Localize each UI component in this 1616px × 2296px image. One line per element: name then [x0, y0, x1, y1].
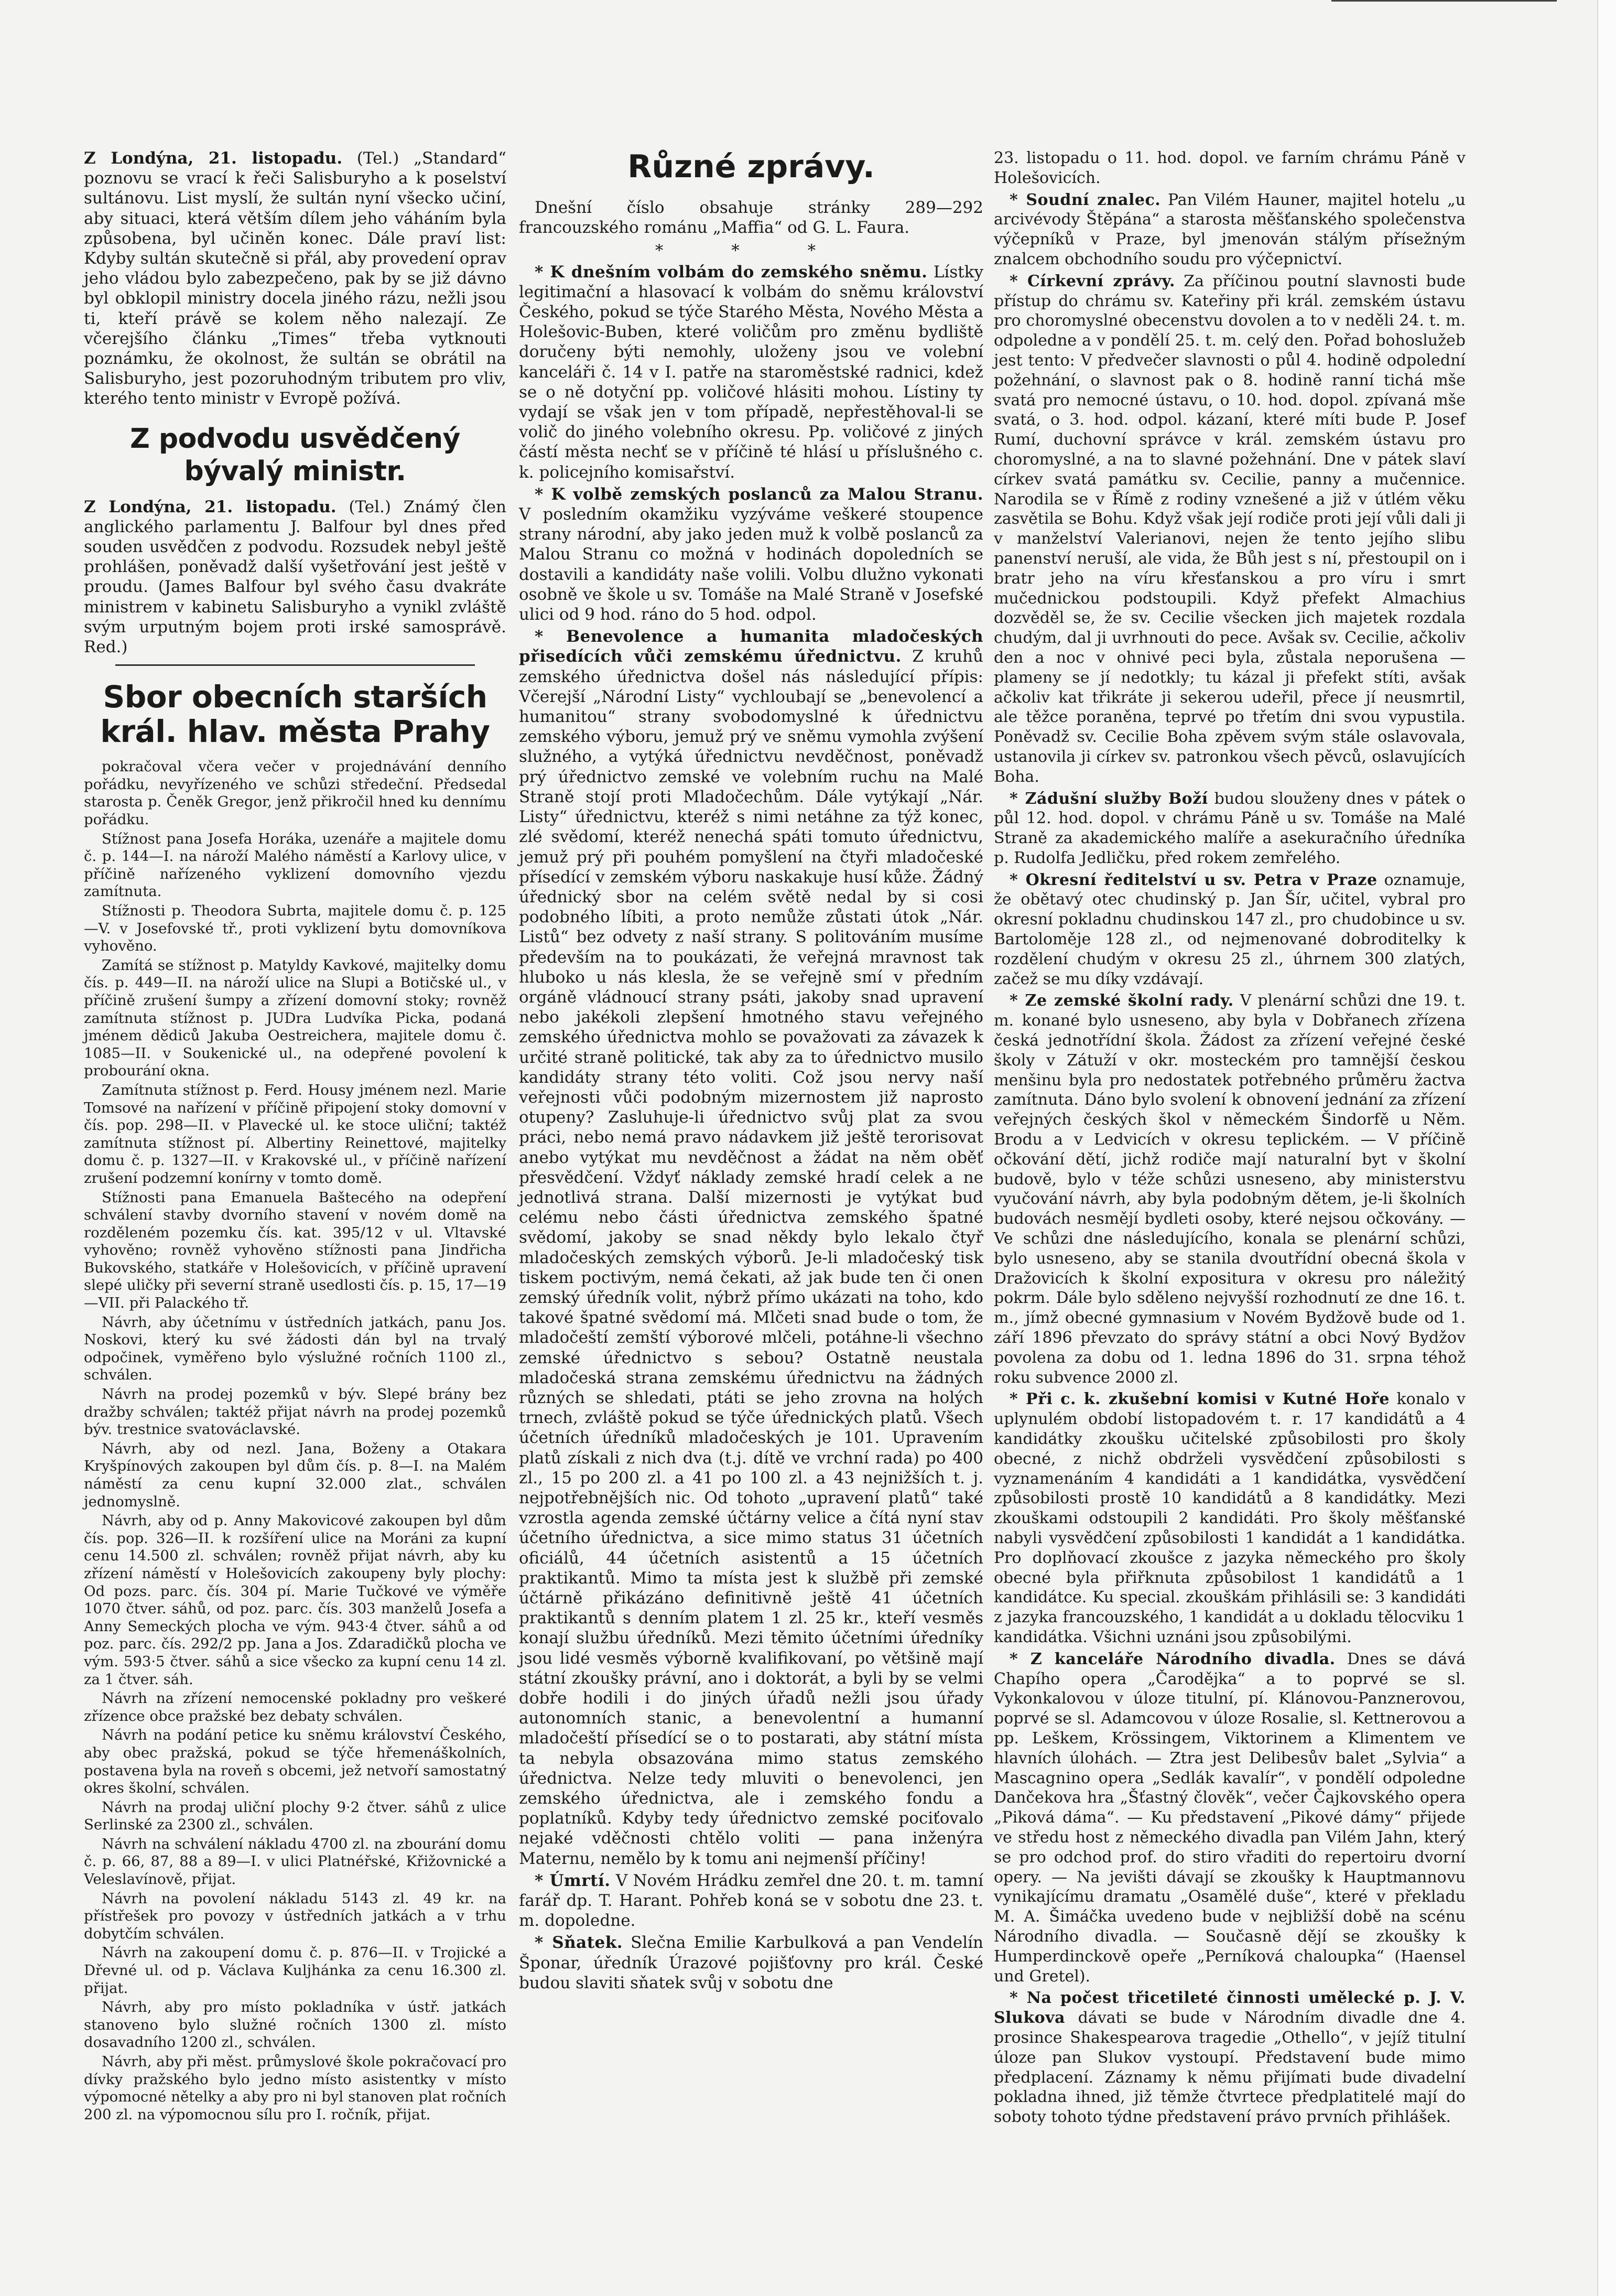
council-item: Zamítnuta stížnost p. Ferd. Housy jménem nezl. Marie Tomsové na nařízení v příčině připojení stoky domovní v čís. pop. 298—II. v Plavecké ul. ke stoce uliční; taktéž zamítnuta stížnost pí. Albertiny Reinettové, majitelky domu č. p. 1327—II. v Krakovské ul., v příčině nařízení zrušení podzemní konírny v tomto domě. — [84, 1081, 506, 1187]
news-item-text: dávati se bude v Národním divadle dne 4. prosince Shakespearova tragedie „Othello“, v jejíž titulní úloze pan Slukov vystoupí. Představení bude mimo předplacení. Záznamy k němu přijímati bude divadelní pokladna ihned, již těmže čtvrtece předplatitelé mají do soboty tohoto týdne představení právo prvních přihlášek. — [994, 2009, 1466, 2127]
news-item — [519, 262, 983, 482]
council-item: Stížnosti p. Theodora Subrta, majitele domu č. p. 125—V. v Josefovské tř., proti vyklizení bytu domovníkova vyhověno. — [84, 902, 506, 955]
divider — [115, 664, 475, 666]
news-item-text: konalo v uplynulém období listopadovém t. r. 17 kandidátů a 4 kandidátky zkoušku učitelské způsobilosti pro školy obecné, z nichž obdrželi vysvědčení způsobilosti s vyznamenáním 4 kandidáti a 1 kandidátka, vysvědčení způsobilosti prostě 10 kandidátů a 8 kandidátky. Mezi zkouškami odstoupili 2 kandidáti. Pro školy měšťanské nabyli vysvědčení způsobilosti 1 kandidát a 1 kandidátka. Pro doplňovací zkoušce z jazyka německého pro školy obecné byla přiřknuta způsobilost 1 kandidátů a 1 kandidátce. Ku special. zkouškám přihlásili se: 3 kandidáti z jazyka francouzského, 1 kandidát a u dokladu tělocviku 1 kandidátka. Všichni uznáni jsou způsobilými. — [994, 1390, 1466, 1646]
section-title: Různé zprávy. — [627, 148, 875, 185]
news-item — [519, 1871, 983, 1931]
article-text: (Tel.) Známý člen anglického parlamentu J. Balfour byl dnes před souden usvědčen z podvodu. Rozsudek nebyl ještě prohlášen, poněvadž další vyšetřování jest ještě v proudu. (James Balfour byl svého času dvakráte ministrem v kabinetu Salisburyho a vynikl zvláště svým urputným bojem proti irské samosprávě. Red.) — [84, 497, 507, 657]
news-item-title: * K volbě zemských poslanců za Malou Stranu. — [535, 484, 983, 504]
news-item-text: V posledním okamžiku vyzýváme veškeré stoupence strany národní, aby jako jeden muž k volbě poslanců za Malou Stranu co možná v hodinách dopoledních se dostavili a kandidáty naše volili. Volbu dlužno vykonati osobně ve škole u sv. Tomáše na Malé Straně v Josefské ulici od 9 hod. ráno do 5 hod. odpol. — [519, 505, 983, 624]
news-item-title: * Z kanceláře Národního divadla. — [1010, 1650, 1336, 1668]
news-item-text: Za příčinou poutní slavnosti bude přístup do chrámu sv. Kateřiny při král. zemském ústavu pro choromyslné obecenstvu dovolen a to v neděli 24. t. m. odpoledne a v pondělí 25. t. m. celý den. Pořad bohoslužeb jest tento: V předvečer slavnosti o půl 4. hodině odpolední požehnání, o slavnost pak o 8. hodině ranní tichá mše svatá pro nemocné ústavu, o 10. hod. dopol. zpívaná mše svatá, o 3. hod. odpol. kázaní, které míti bude P. Josef Rumí, duchovní správce v král. zemském ústavu pro choromyslné, a na to slavné požehnání. Dne v pátek slaví církev svatá památku sv. Cecilie, panny a mučennice. Narodila se v Římě z rodiny vznešené a již v útlém věku zasvětila se Bohu. Když však její rodiče proti její vůli dali ji v manželství Valerianovi, nejen že tento jejího slibu panenství neruší, ale vida, že Bůh jest s ní, přestoupil on i bratr jeho na víru křesťanskou a pro víru i smrt mučednickou podstoupili. Když přefekt Almachius dozvěděl se, že sv. Cecilie všecken jich majetek rozdala chudým, dal ji uvrhnouti do pece. Avšak sv. Cecilie, ačkoliv den a noc v ohnivé peci byla, zůstala neporušena — plameny se jí nedotkly; tu kázal ji přefekt stíti, avšak ačkoliv kat třikráte ji sekerou udeřil, přece jí neusmrtil, ale těžce poraněna, teprvé po třetím dni svou vypustila. Poněvadž sv. Cecilie Boha zpěvem svým stále oslavovala, ustanovila ji církev sv. patronkou všech pěvců, oslavujících Boha. — [994, 272, 1466, 786]
column-middle — [519, 148, 983, 1995]
news-item-title: * Na počest třicetileté činnosti umělecké p. J. V. Slukova — [994, 1989, 1466, 2028]
news-item — [994, 1389, 1466, 1647]
news-item-title: * Církevní zprávy. — [1010, 272, 1175, 290]
intro-note: Dnešní číslo obsahuje stránky 289—292 francouzského románu „Maffia“ od G. L. Faura. — [519, 198, 983, 238]
separator-stars: * * * — [655, 241, 848, 261]
news-item-title: * Zádušní služby Boží — [1010, 789, 1208, 808]
news-item — [994, 789, 1466, 868]
dateline: Z Londýna, 21. listopadu. — [84, 497, 337, 516]
page-edge — [1597, 0, 1616, 2296]
council-item: Návrh na podání petice ku sněmu království Českého, aby obec pražská, pokud se týče hřemenáškolních, postavena byla na roveň s obcemi, jež netvoří samostatný okres školní, schválen. — [84, 1727, 506, 1797]
news-items — [519, 262, 983, 1993]
news-item-title: * Okresní ředitelství u sv. Petra v Praze — [1010, 870, 1378, 889]
news-item-text: Pan Vilém Hauner, majitel hotelu „u arcivévody Štěpána“ a starosta měšťanského společenstva výčepníků v Praze, byl jmenován stálým přísežným znalcem obchodního soudu pro výčepnictví. — [994, 190, 1466, 268]
article-text: (Tel.) „Standard“ poznovu se vrací k řeči Salisburyho a k poselství sultánovu. List myslí, že sultán nyní všecko učiní, aby situaci, která větším dílem jeho váháním byla způsobena, byl učiněn konec. Dále praví list: Kdyby sultán skutečně si přál, aby provedení oprav jeho vládou bylo zabezpečeno, pak by se již dávno byl obklopil ministry docela jiného rázu, nežli jsou ti, kteří právě se kolem něho nalezají. Ze včerejšího článku „Times“ třeba vytknouti poznámku, že okolnost, že sultán se obrátil na Salisburyho, jest pozoruhodným tributem pro vliv, kterého tento ministr v Evropě požívá. — [84, 149, 507, 408]
council-item: Návrh na schválení nákladu 4700 zl. na zbourání domu č. p. 66, 87, 88 a 89—I. v ulici Platnéřské, Křižovnické a Veleslavínově, přijat. — [84, 1835, 506, 1888]
council-item: Návrh, aby při měst. průmyslové škole pokračovací pro dívky pražského bylo jedno místo asistentky v místo výpomocné nětelky a aby pro ni byl stanoven plat ročních 200 zl. na výpomocnou sílu pro I. ročník, přijat. — [84, 2053, 506, 2123]
council-item: Návrh, aby od nezl. Jana, Boženy a Otakara Kryšpínových zakoupen byl dům čís. p. 8—I. na Malém náměstí za cenu kupní 32.000 zlat., schválen jednomyslně. — [84, 1440, 506, 1510]
news-items — [994, 190, 1466, 2127]
news-item — [519, 1933, 983, 1993]
news-item-text: V Novém Hrádku zemřel dne 20. t. m. tamní farář dp. T. Harant. Pohřeb koná se v sobotu dne 23. t. m. dopoledne. — [519, 1871, 984, 1931]
news-item — [994, 1650, 1466, 1987]
news-item-text: budou slouženy dnes v pátek o půl 12. hod. dopol. v chrámu Páně u sv. Tomáše na Malé Straně za akademického malíře a asekuračního úředníka p. Rudolfa Jedličku, před rokem zemřelého. — [994, 789, 1466, 867]
news-item — [994, 1988, 1466, 2127]
council-item: Návrh na zakoupení domu č. p. 876—II. v Trojické a Dřevné ul. od p. Václava Kuljhánka za cenu 16.300 zl. přijat. — [84, 1944, 506, 1997]
news-item — [994, 991, 1466, 1387]
news-item-title: * Při c. k. zkušební komisi v Kutné Hoře — [1010, 1390, 1390, 1409]
council-item: Návrh na zřízení nemocenské pokladny pro veškeré zřízence obce pražské bez debaty schválen. — [84, 1690, 506, 1724]
council-report — [84, 758, 506, 2123]
council-item: Návrh na prodaj uliční plochy 9·2 čtver. sáhů z ulice Serlinské za 2300 zl., schválen. — [84, 1798, 506, 1834]
news-item-text: Z kruhů zemského úřednictva došel nás následující přípis: Včerejší „Národní Listy“ vychloubají se „benevolencí a humanitou“ strany svobodomyslné k úřednictvu zemského výboru, jemuž prý ve sněmu vymohla zvýšení služného, a vytýká úřednictvu nevděčnost, poněvadž prý úřednictvo zemské ve volebním ruchu na Malé Straně stojí proti Mladočechům. Dále vytýkají „Nár. Listy“ úřednictvu, kteréž s nimi netáhne za týž konec, zlé svědomí, kteréž nenechá spáti tomuto úřednictvu, jemuž prý při pouhém pomyšlení na čtyři mladočeské přísedící v zemském výboru naskakuje husí kůže. Žádný úřednický sbor na celém světě nedal by si cosi podobného líbiti, a proto nemůže zůstati útok „Nár. Listů“ bez odvety z naší strany. S politováním musíme především na to poukázati, že veřejná mravnost tak hluboko u nás klesla, že se veřejně smí v předním orgáně vládnoucí strany psáti, jakoby snad upravení nebo jakékoli zlepšení hmotného stavu veřejného zemského úřednictva mohlo se považovati za závazek k určité straně politické, tak aby za to úřednictvo musilo kandidáty strany této voliti. Což jsou nervy naší veřejnosti vůči podobným mizernostem již naprosto otupeny? Zasluhuje-li úřednictvo svůj plat za svou práci, nebo nemá pravo nádavkem již ještě terorisovat anebo vytýkat mu nevděčnost a žádat na něm oběť přesvědčení. Vždyť náklady zemské hradí celek a ne jednotlivá strana. Další mizernosti je vytýkat bud celému nebo části úřednictva zemského špatné svědomí, jakoby se snad někdy bylo lekalo čtyř mladočeských zemských výborů. Je-li mladočeský tisk tiskem poctivým, nemá čekati, až jak bude ten či onen zemský úředník volit, nýbrž přímo ukázati na toho, kdo takové špatné svědomí má. Mlčeti snad bude o tom, že mladočeští zemští výborové mlčeli, potáhne-li všechno zemské úřednictvo s sebou? Ostatně neustala mladočeská strana zemskému úřednictvu na žádných různých se shledati, ptáti se jeho zrovna na holých trnech, zvláště pokud se týče úřednických platů. Všech účetních úředníků mladočeských je 101. Upravením platů získali z nich dva (t.j. dítě ve vrchní rada) po 400 zl., 15 po 200 zl. a 41 po 100 zl. a 43 nejnižších t. j. nejpotřebnějších nic. Od tohoto „upravení platů“ také vzrostla agenda zemské účtárny velice a čítá nyní stav účetního úřednictva, a sice mimo status 31 účetních oficiálů, 44 účetních asistentů a 15 účetních praktikantů. Mimo ta místa jest k službě při zemské účtárně přikázáno definitivně ještě 41 účetních praktikantů s denním platem 1 zl. 25 kr., kteří vesměs konají službu úředníků. Mezi těmito účetními úředníky jsou lidé vesměs výborně kvalifikovaní, po většině mají státní zkoušky právní, ano i doktorát, a byli by se velmi dobře hodili i do jiných úřadů nežli jsou úřady autonomních stanic, a benevolentní a humanní mladočeští přísedící se o to postarati, aby státní místa ta nebyla obsazována mimo status zemského úřednictva. Nelze tedy mluviti o benevolenci, jen zemského úřednictva, ale i zemského fondu a poplatníků. Kdyby tedy úřednictvo zemské pociťovalo nejaké vděčnosti chtělo voliti — pana inženýra Maternu, nemělo by k tomu ani nejmenší příčiny! — [519, 647, 983, 1868]
news-item-text: oznamuje, že obětavý otec chudinský p. Jan Šír, učitel, vybral pro okresní pokladnu chudinskou 147 zl., pro chudobince u sv. Bartoloměje 128 zl., od nejmenované dobroditelky k rozdělení chudým v okresu 25 zl., úhrnem 300 zlatých, začež se mu díky vzdávají. — [994, 870, 1466, 988]
column-right — [994, 148, 1466, 2129]
council-item: Návrh, aby účetnímu v ústředních jatkách, panu Jos. Noskovi, který ku své žádosti dán byl na trvalý odpočinek, vyměřeno bylo výslužné ročních 1100 zl., schválen. — [84, 1313, 506, 1384]
news-item-title: * Soudní znalec. — [1010, 190, 1161, 209]
council-item: Návrh, aby od p. Anny Makovicové zakoupen byl dům čís. pop. 326—II. k rozšíření ulice na Moráni za kupní cenu 14.500 zl. schválen; rovněž přijat návrh, aby ku zřízení náměstí v Holešovicích zakoupeny byly plochy: Od pozs. parc. čís. 304 pí. Marie Tučkové ve výměře 1070 čtver. sáhů, od poz. parc. čís. 303 manželů Josefa a Anny Semeckých plocha ve vým. 943·4 čtver. sáhů a od poz. parc. čís. 292/2 pp. Jana a Jos. Zdaradičků plocha ve vým. 593·5 čtver. sáhů a sice všecko za kupní cenu 14 zl. za 1 čtver. sáh. — [84, 1512, 506, 1688]
article-london-standard — [84, 148, 506, 409]
news-item — [519, 484, 983, 624]
news-item-title: * Úmrtí. — [535, 1871, 611, 1890]
council-item: Návrh na povolení nákladu 5143 zl. 49 kr. na přístřešek pro povozy v ústředních jatkách a v trhu dobytčím schválen. — [84, 1890, 506, 1942]
headline-minister: Z podvodu usvědčený bývalý ministr. — [130, 423, 460, 487]
news-item-title: * Sňatek. — [535, 1933, 623, 1953]
council-item: Zamítá se stížnost p. Matyldy Kavkové, majitelky domu čís. p. 449—II. na nároží ulice na Slupi a Botičské ul., v příčině zrušení šumpy a zřízení domovní stoky; rovněž zamítnuta stížnost p. JUDra Ludvíka Picka, podaná jménem dědiců Jakuba Oestreichera, majitele domu č. 1085—II. v Soukenické ul., na odepřené povolení k probourání okna. — [84, 956, 506, 1080]
news-item-title: * Benevolence a humanita mladočeských přisedících vůči zemskému úřednictvu. — [519, 627, 983, 666]
news-item-text: Slečna Emilie Karbulková a pan Vendelín Šponar, úředník Úrazové pojišťovny pro král. České budou slaviti sňatek svůj v sobotu dne — [519, 1933, 983, 1992]
council-item: Stížnosti pana Emanuela Baštecého na odepření schválení stavby dvorního stavení v novém domě na rozděleném pozemku čís. kat. 395/12 v ul. Vltavské vyhověno; rovněž vyhověno stížnosti pana Jindřicha Bukovského, statkáře v Holešovicích, v příčině upravení slepé uličky při severní straně usedlosti čís. p. 15, 17—19—VII. při Palackého tř. — [84, 1189, 506, 1312]
top-rule — [1331, 0, 1557, 2]
news-item-text: Dnes se dává Chapího opera „Čarodějka“ a to poprvé se sl. Vykonkalovou v úloze titulní, pí. Klánovou-Panznerovou, poprvé se sl. Adamcovou v úloze Rosalie, sl. Kettnerovou a pp. Leškem, Krössingem, Viktorinem a Klimentem ve hlavních úlohách. — Ztra jest Delibesův balet „Sylvia“ a Mascagnino opera „Sedlák kavalír“, v pondělí odpoledne Dančekova hra „Šťastný člověk“, večer Čajkovského opera „Piková dáma“. — Ku představení „Pikové dámy“ přijede ve středu host z německého divadla pan Vilém Jahn, který se pro odchod prof. do stiro vřaditi do repertoiru dvorní opery. — Na jevišti dávají se zkoušky k Hauptmannovu vynikajícímu dramatu „Osamělé duše“, které v překladu M. A. Šimáčka uvedeno bude v nejbližší době na scénu Národního divadla. — Současně dějí se zkoušky k Humperdinckově opeře „Perníková chaloupka“ (Haensel und Gretel). — [994, 1650, 1466, 1986]
continuation-text: 23. listopadu o 11. hod. dopol. ve farním chrámu Páně v Holešovicích. — [994, 149, 1466, 187]
council-item: Stížnost pana Josefa Horáka, uzenáře a majitele domu č. p. 144—I. na nároží Malého náměstí a Karlovy ulice, v příčině nařízeného vyklizení domovního vjezdu zamítnuta. — [84, 830, 506, 900]
council-item: Návrh na prodej pozemků v býv. Slepé brány bez dražby schválen; taktéž přijat návrh na prodej pozemků býv. trestnice svatováclavské. — [84, 1386, 506, 1438]
column-left — [84, 148, 506, 2125]
news-item — [519, 627, 983, 1869]
news-item — [994, 190, 1466, 270]
council-item: Návrh, aby pro místo pokladníka v ústř. jatkách stanoveno bylo služné ročních 1300 zl. místo dosavadního 1200 zl., schválen. — [84, 1999, 506, 2051]
headline-council: Sbor obecních starších král. hlav. města Prahy — [100, 679, 490, 750]
news-item-title: * K dnešním volbám do zemského sněmu. — [535, 262, 928, 282]
news-item-text: Lístky legitimační a hlasovací k volbám do sněmu království Českého, pokud se týče Starého Města, Nového Města a Holešovic-Buben, které voličům pro změnu bydliště doručeny býti nemohly, uloženy jsou ve volební kanceláři č. 14 v I. patře na staroměstské radnici, kdež se o ně dotyční pp. voličové hlásiti mohou. Lístiny ty vydají se však jen v tom případě, nepřestěhoval-li se volič do jiného volebního okresu. Pp. voličové z jiných částí města nechť se v příčině té hlásí u příslušného c. k. policejního komisařství. — [519, 262, 983, 482]
news-item-text: V plenární schůzi dne 19. t. m. konané bylo usneseno, aby byla v Dobřanech zřízena česká jednotřídní škola. Žádost za zřízení veřejné české školy v Zátuží v okr. mosteckém pro tamnější českou menšinu byla pro nedostatek potřebného průměru žactva zamítnuta. Dáno bylo svolení k obnovení jednání za zřízení veřejných českých škol v německém Šindorfě u Něm. Brodu a v Ledvicích v okresu teplickém. — V příčině očkování dětí, jichž rodiče mají naturalní byt v školní budově, bylo v téže schůzi usneseno, aby ministerstvu vyučování návrh, aby byla podobným dětem, je-li školních budovách nesmějí bydleti osoby, které nejsou očkovány. — Ve schůzi dne následujícího, konala se plenární schůzi, bylo usneseno, aby se stanila dvoutřídní obecná škola v Dražovicích k školní expositura v okresu pro náležitý pokrm. Dále bylo sděleno nejvyšší rozhodnutí ze dne 16. t. m., jímž obecné gymnasium v Novém Bydžově bude od 1. září 1896 převzato do správy státní a obci Nový Bydžov povolena za dobu od 1. ledna 1896 do 31. srpna téhož roku subvence 2000 zl. — [994, 991, 1466, 1387]
news-item — [994, 272, 1466, 787]
dateline: Z Londýna, 21. listopadu. — [84, 149, 343, 168]
news-item — [994, 870, 1466, 989]
news-item-title: * Ze zemské školní rady. — [1010, 991, 1234, 1010]
article-minister — [84, 497, 506, 657]
council-item: pokračoval včera večer v projednávání denního pořádku, nevyřízeného ve schůzi středeční. Předsedal starosta p. Čeněk Gregor, jenž přikročil hned ku dennímu pořádku. — [84, 758, 506, 828]
